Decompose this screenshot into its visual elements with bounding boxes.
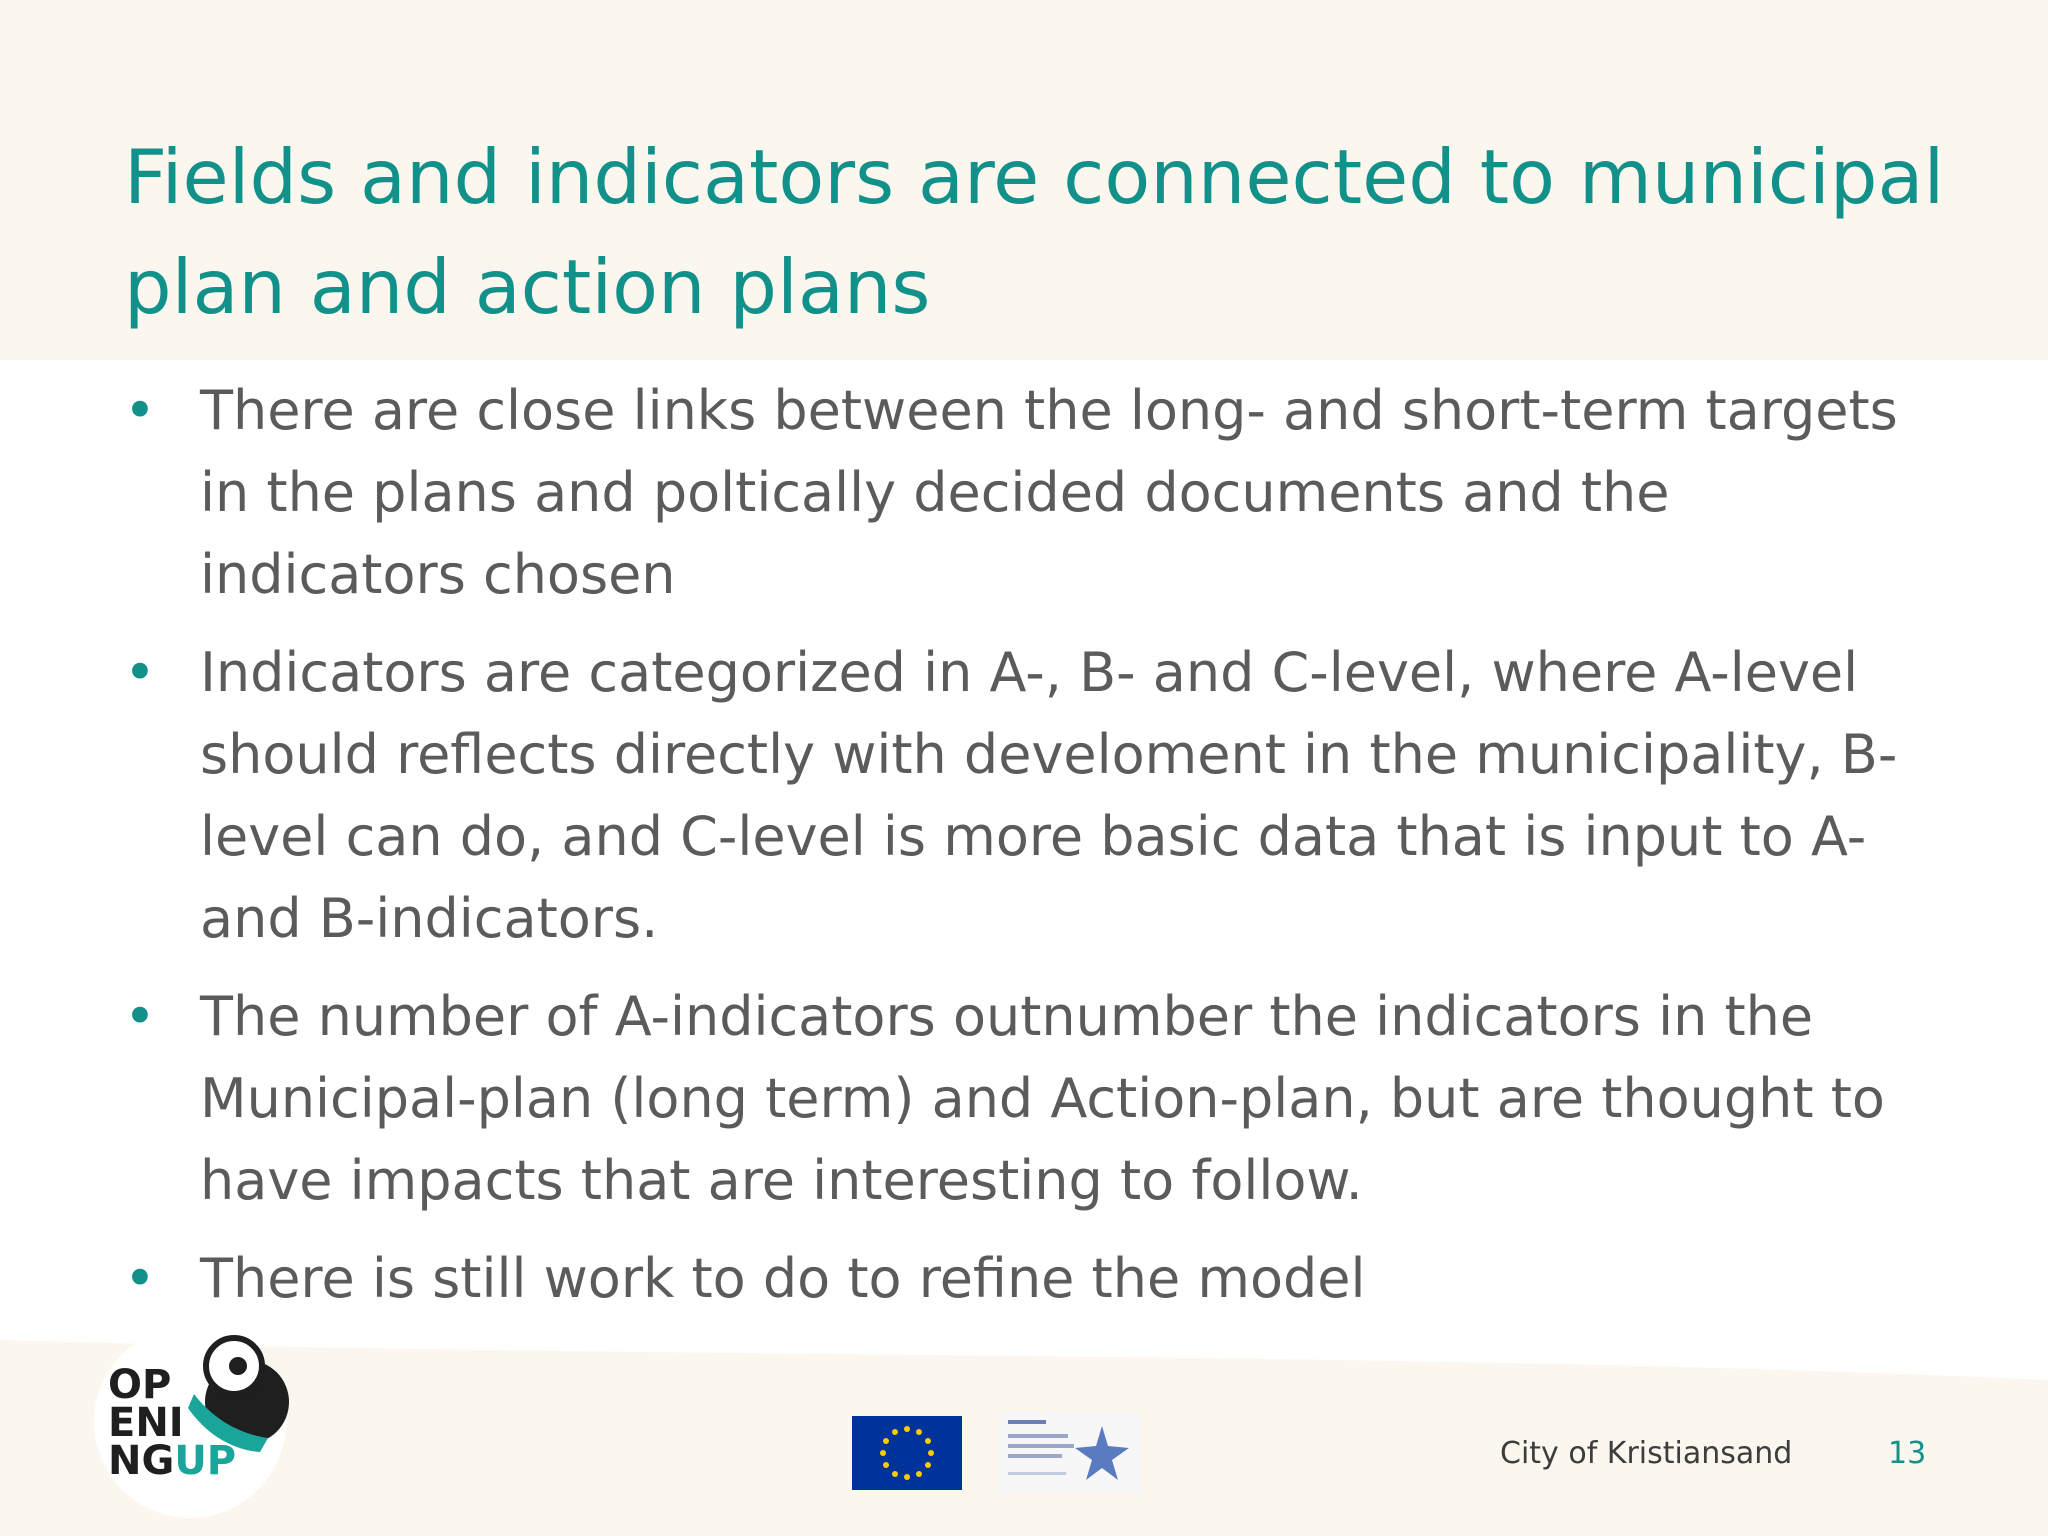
- interreg-logo: [998, 1412, 1140, 1494]
- bullet-item: [124, 976, 1924, 1222]
- bullet-list: [124, 370, 1924, 1336]
- logo-line-2: ENI: [108, 1400, 184, 1446]
- bullet-text: The number of A-indicators outnumber the indicators in the Municipal-plan (long term) and Action-plan, but are thought to have impacts that are interesting to follow.: [200, 985, 1885, 1212]
- opening-up-logo: [72, 1310, 322, 1520]
- bullet-item: [124, 632, 1924, 960]
- bullet-dot: •: [124, 985, 156, 1048]
- footer-organization: City of Kristiansand: [1500, 1436, 1793, 1471]
- logo-line-1: OP: [108, 1362, 172, 1408]
- slide-title: Fields and indicators are connected to municipal plan and action plans: [124, 133, 1945, 331]
- svg-text:NGUP: [108, 1438, 236, 1484]
- bullet-dot: •: [124, 379, 156, 442]
- bullet-item: [124, 1238, 1924, 1320]
- logo-line-3a: NG: [108, 1438, 175, 1484]
- eu-flag-icon: [852, 1416, 962, 1490]
- page-number: 13: [1888, 1436, 1927, 1471]
- bullet-item: [124, 370, 1924, 616]
- bullet-dot: •: [124, 641, 156, 704]
- bullet-text: There are close links between the long- and short-term targets in the plans and poltically decided documents and the indicators chosen: [200, 379, 1898, 606]
- logo-line-3b: UP: [174, 1438, 237, 1484]
- bullet-dot: •: [124, 1247, 156, 1310]
- bullet-text: Indicators are categorized in A-, B- and C-level, where A-level should reflects directly with develoment in the municipality, B-level can do, and C-level is more basic data that is input to A- and B-indicators.: [200, 641, 1898, 950]
- bullet-text: There is still work to do to refine the model: [200, 1247, 1366, 1310]
